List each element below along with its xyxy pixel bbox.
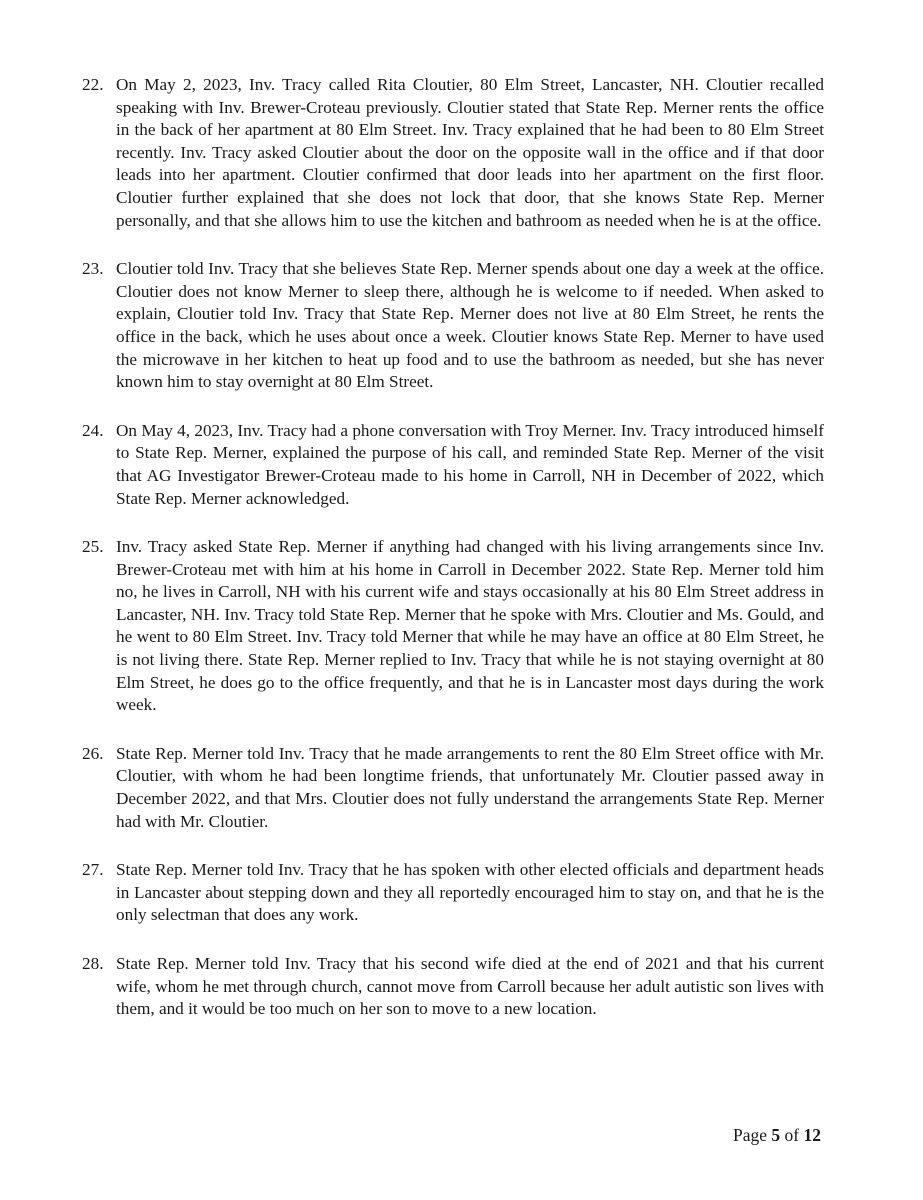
paragraph-number: 27. <box>82 860 104 880</box>
numbered-paragraph <box>82 953 824 1021</box>
page-number-footer <box>733 1125 821 1146</box>
paragraph-list <box>82 74 824 1047</box>
paragraph-text: On May 2, 2023, Inv. Tracy called Rita Cloutier, 80 Elm Street, Lancaster, NH. Cloutier recalled speaking with Inv. Brewer-Croteau previously. Cloutier stated that State Rep. Merner rents the office in the back of her apartment at 80 Elm Street. Inv. Tracy explained that he had been to 80 Elm Street recently. Inv. Tracy asked Cloutier about the door on the opposite wall in the office and if that door leads into her apartment. Cloutier confirmed that door leads into her apartment on the first floor. Cloutier further explained that she does not lock that door, that she knows State Rep. Merner personally, and that she allows him to use the kitchen and bathroom as needed when he is at the office. <box>116 75 824 230</box>
numbered-paragraph <box>82 859 824 927</box>
numbered-paragraph <box>82 420 824 510</box>
page-prefix: Page <box>733 1125 772 1145</box>
total-page-count: 12 <box>803 1125 821 1145</box>
paragraph-text: State Rep. Merner told Inv. Tracy that he has spoken with other elected officials and department heads in Lancaster about stepping down and they all reportedly encouraged him to stay on, and that he is the only selectman that does any work. <box>116 860 824 925</box>
paragraph-text: State Rep. Merner told Inv. Tracy that his second wife died at the end of 2021 and that his current wife, whom he met through church, cannot move from Carroll because her adult autistic son lives with them, and it would be too much on her son to move to a new location. <box>116 954 824 1019</box>
paragraph-number: 25. <box>82 537 104 557</box>
paragraph-number: 23. <box>82 259 104 279</box>
page-separator: of <box>780 1125 804 1145</box>
paragraph-number: 26. <box>82 743 104 763</box>
paragraph-number: 22. <box>82 75 104 94</box>
numbered-paragraph <box>82 258 824 394</box>
numbered-paragraph <box>82 536 824 717</box>
numbered-paragraph <box>82 74 824 232</box>
numbered-paragraph <box>82 743 824 833</box>
paragraph-text: Inv. Tracy asked State Rep. Merner if anything had changed with his living arrangements since Inv. Brewer-Croteau met with him at his home in Carroll in December 2022. State Rep. Merner told him no, he lives in Carroll, NH with his current wife and stays occasionally at his 80 Elm Street address in Lancaster, NH. Inv. Tracy told State Rep. Merner that he spoke with Mrs. Cloutier and Ms. Gould, and he went to 80 Elm Street. Inv. Tracy told Merner that while he may have an office at 80 Elm Street, he is not living there. State Rep. Merner replied to Inv. Tracy that while he is not staying overnight at 80 Elm Street, he does go to the office frequently, and that he is in Lancaster most days during the work week. <box>116 537 824 715</box>
paragraph-number: 28. <box>82 954 104 973</box>
paragraph-text: Cloutier told Inv. Tracy that she believes State Rep. Merner spends about one day a week at the office. Cloutier does not know Merner to sleep there, although he is welcome to if needed. When asked to explain, Cloutier told Inv. Tracy that State Rep. Merner does not live at 80 Elm Street, he rents the office in the back, which he uses about once a week. Cloutier knows State Rep. Merner to have used the microwave in her kitchen to heat up food and to use the bathroom as needed, but she has never known him to stay overnight at 80 Elm Street. <box>116 259 824 392</box>
paragraph-text: On May 4, 2023, Inv. Tracy had a phone conversation with Troy Merner. Inv. Tracy introduced himself to State Rep. Merner, explained the purpose of his call, and reminded State Rep. Merner of the visit that AG Investigator Brewer-Croteau made to his home in Carroll, NH in December of 2022, which State Rep. Merner acknowledged. <box>116 420 824 508</box>
paragraph-number: 24. <box>82 420 104 440</box>
paragraph-text: State Rep. Merner told Inv. Tracy that he made arrangements to rent the 80 Elm Street office with Mr. Cloutier, with whom he had been longtime friends, that unfortunately Mr. Cloutier passed away in December 2022, and that Mrs. Cloutier does not fully understand the arrangements State Rep. Merner had with Mr. Cloutier. <box>116 743 824 831</box>
current-page-number: 5 <box>771 1125 781 1145</box>
